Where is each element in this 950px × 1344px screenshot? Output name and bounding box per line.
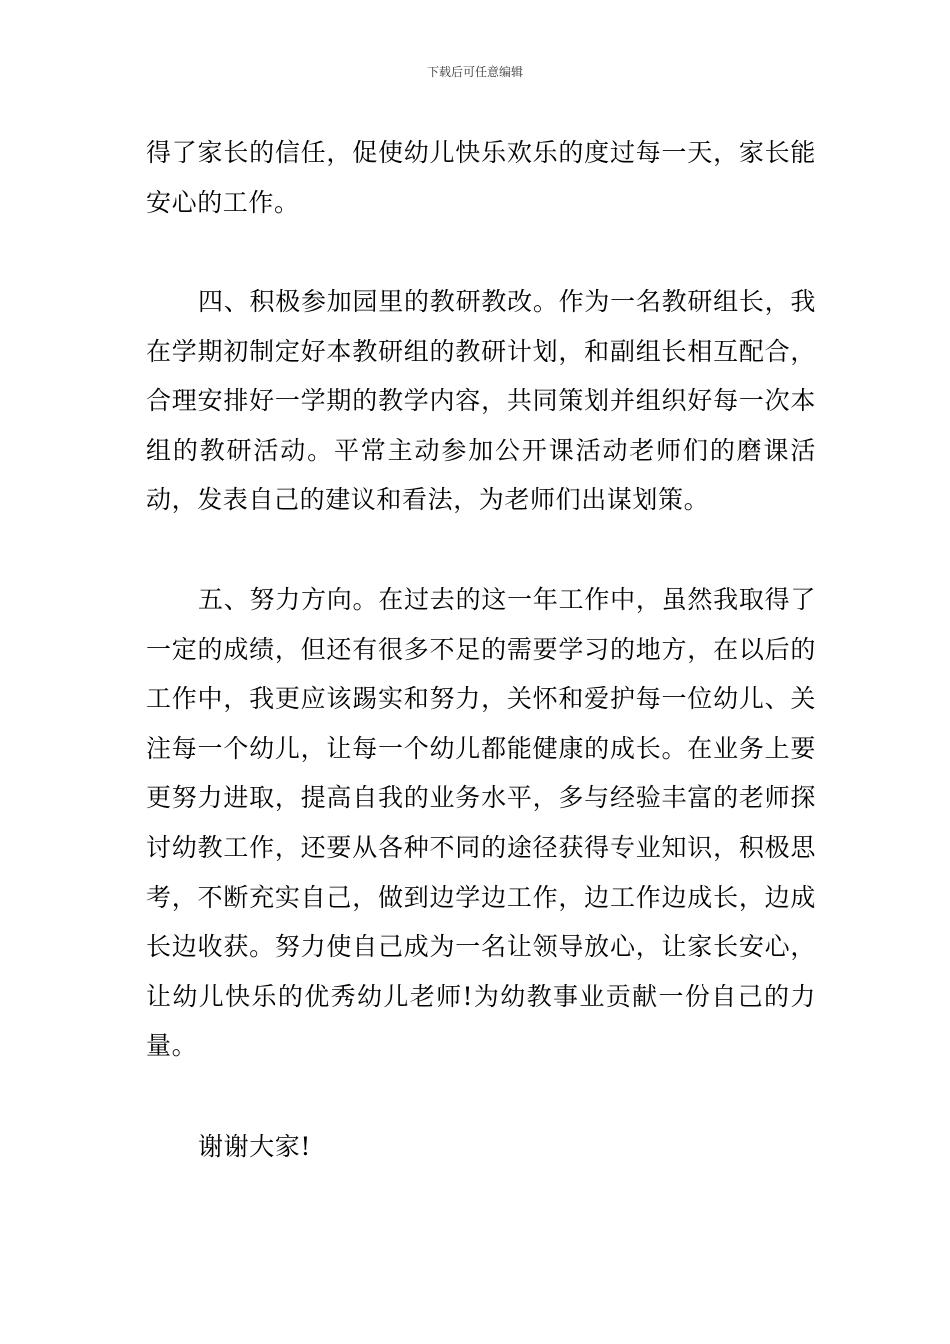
paragraph-continuation bbox=[146, 128, 816, 227]
paragraph-text: 四、积极参加园里的教研教改。作为一名教研组长，我在学期初制定好本教研组的教研计划，和副组长相互配合，合理安排好一学期的教学内容，共同策划并组织好每一次本组的教研活动。平常主动参加公开课活动老师们的磨课活动，发表自己的建议和看法，为老师们出谋划策。 bbox=[146, 287, 816, 515]
paragraph-text: 得了家长的信任，促使幼儿快乐欢乐的度过每一天，家长能安心的工作。 bbox=[146, 138, 816, 217]
closing-thanks bbox=[146, 1122, 816, 1172]
paragraph-future-direction bbox=[146, 575, 816, 1071]
page-header: 下载后可任意编辑 bbox=[426, 65, 523, 79]
paragraph-teaching-research bbox=[146, 277, 816, 525]
paragraph-text: 五、努力方向。在过去的这一年工作中，虽然我取得了一定的成绩，但还有很多不足的需要学习的地方，在以后的工作中，我更应该踢实和努力，关怀和爱护每一位幼儿、关注每一个幼儿，让每一个幼儿都能健康的成长。在业务上要更努力进取，提高自我的业务水平，多与经验丰富的老师探讨幼教工作，还要从各种不同的途径获得专业知识，积极思考，不断充实自己，做到边学边工作，边工作边成长，边成长边收获。努力使自己成为一名让领导放心，让家长安心，让幼儿快乐的优秀幼儿老师!为幼教事业贡献一份自己的力量。 bbox=[146, 585, 816, 1061]
paragraph-text: 谢谢大家! bbox=[198, 1132, 312, 1161]
